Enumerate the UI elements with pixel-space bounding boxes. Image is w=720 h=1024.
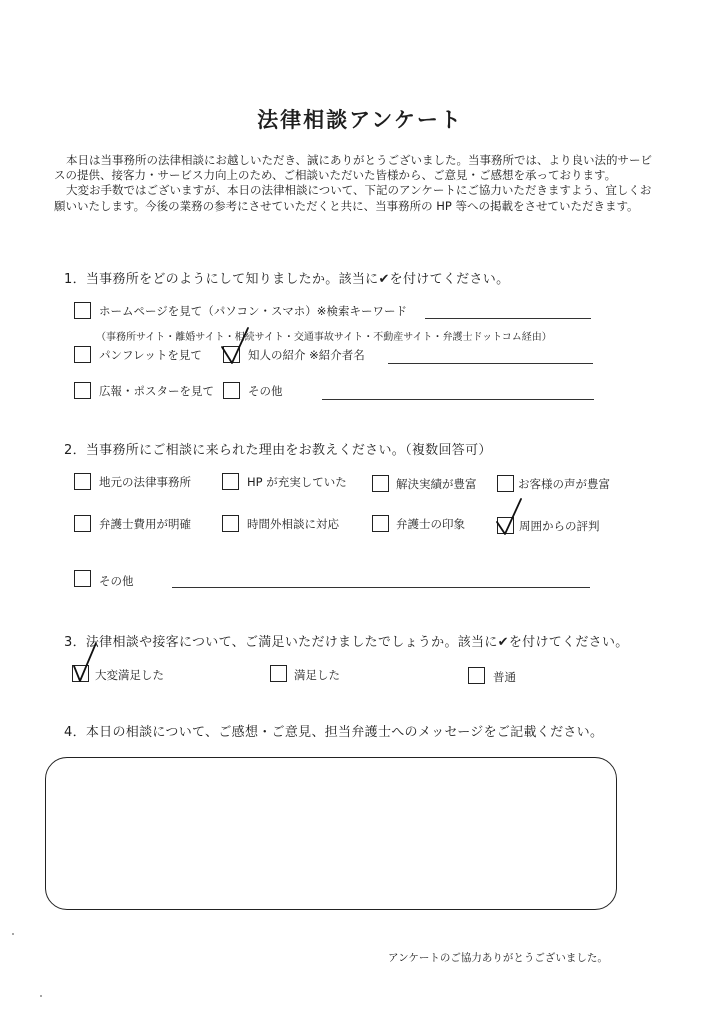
option-poster-label: 広報・ポスターを見て bbox=[99, 384, 214, 398]
checkbox-track-record[interactable] bbox=[372, 475, 389, 492]
checkbox-clear-fees[interactable] bbox=[74, 515, 91, 532]
option-lawyer-impression-label: 弁護士の印象 bbox=[396, 517, 465, 531]
intro-text bbox=[54, 153, 654, 214]
option-pamphlet-label: パンフレットを見て bbox=[99, 348, 202, 362]
intro-paragraph-1: 本日は当事務所の法律相談にお越しいただき、誠にありがとうございました。当事務所では、より良い法的サービスの提供、接客力・サービス力向上のため、ご相談いただいた皆様から、ご意見・ご感想を承っております。 bbox=[54, 153, 653, 183]
question-4: 4．本日の相談について、ご感想・ご意見、担当弁護士へのメッセージをご記載ください。 bbox=[64, 725, 604, 740]
checkbox-hp-rich[interactable] bbox=[222, 473, 239, 490]
comment-textarea[interactable] bbox=[45, 757, 617, 910]
page-title: 法律相談アンケート bbox=[257, 108, 463, 132]
homepage-sites-note: （事務所サイト・離婚サイト・相続サイト・交通事故サイト・不動産サイト・弁護士ドットコム経由） bbox=[96, 332, 552, 343]
checkbox-q2-other[interactable] bbox=[74, 570, 91, 587]
option-local-firm-label: 地元の法律事務所 bbox=[99, 475, 191, 489]
option-hp-rich-label: HP が充実していた bbox=[247, 475, 347, 489]
option-referral-label: 知人の紹介 ※紹介者名 bbox=[248, 348, 365, 362]
option-track-record-label: 解決実績が豊富 bbox=[396, 477, 477, 491]
option-satisfied-label: 満足した bbox=[294, 668, 340, 682]
referrer-name-line[interactable] bbox=[388, 363, 593, 364]
scan-speck bbox=[12, 933, 14, 935]
scan-speck bbox=[40, 995, 42, 997]
question-1: 1．当事務所をどのようにして知りましたか。該当に✔を付けてください。 bbox=[64, 272, 510, 287]
checkbox-lawyer-impression[interactable] bbox=[372, 515, 389, 532]
checkbox-customer-voice[interactable] bbox=[497, 475, 514, 492]
option-very-satisfied-label: 大変満足した bbox=[95, 668, 164, 682]
checkmark-icon bbox=[218, 325, 252, 367]
checkbox-pamphlet[interactable] bbox=[74, 346, 91, 363]
q2-other-line[interactable] bbox=[172, 587, 590, 588]
checkbox-normal[interactable] bbox=[468, 667, 485, 684]
option-clear-fees-label: 弁護士費用が明確 bbox=[99, 517, 191, 531]
checkbox-local-firm[interactable] bbox=[74, 473, 91, 490]
option-after-hours-label: 時間外相談に対応 bbox=[247, 517, 339, 531]
checkbox-after-hours[interactable] bbox=[222, 515, 239, 532]
option-normal-label: 普通 bbox=[493, 670, 516, 684]
checkbox-q1-other[interactable] bbox=[223, 382, 240, 399]
checkbox-homepage[interactable] bbox=[74, 302, 91, 319]
option-q1-other-label: その他 bbox=[248, 384, 283, 398]
option-q2-other-label: その他 bbox=[99, 574, 134, 588]
thank-you-message: アンケートのご協力ありがとうございました。 bbox=[388, 952, 608, 964]
question-2: 2．当事務所にご相談に来られた理由をお教えください。（複数回答可） bbox=[64, 443, 492, 458]
option-reputation-label: 周囲からの評判 bbox=[519, 519, 600, 533]
option-customer-voice-label: お客様の声が豊富 bbox=[518, 477, 610, 491]
option-homepage-label: ホームページを見て（パソコン・スマホ）※検索キーワード bbox=[99, 304, 407, 318]
keyword-input-line[interactable] bbox=[425, 318, 591, 319]
question-3: 3．法律相談や接客について、ご満足いただけましたでしょうか。該当に✔を付けてください。 bbox=[64, 635, 629, 650]
q1-other-line[interactable] bbox=[322, 399, 594, 400]
checkbox-poster[interactable] bbox=[74, 382, 91, 399]
intro-paragraph-2: 大変お手数ではございますが、本日の法律相談について、下記のアンケートにご協力いただきますよう、宜しくお願いいたします。今後の業務の参考にさせていただくと共に、当事務所の HP 等への掲載をさせていただきます。 bbox=[54, 183, 652, 213]
checkbox-satisfied[interactable] bbox=[270, 665, 287, 682]
